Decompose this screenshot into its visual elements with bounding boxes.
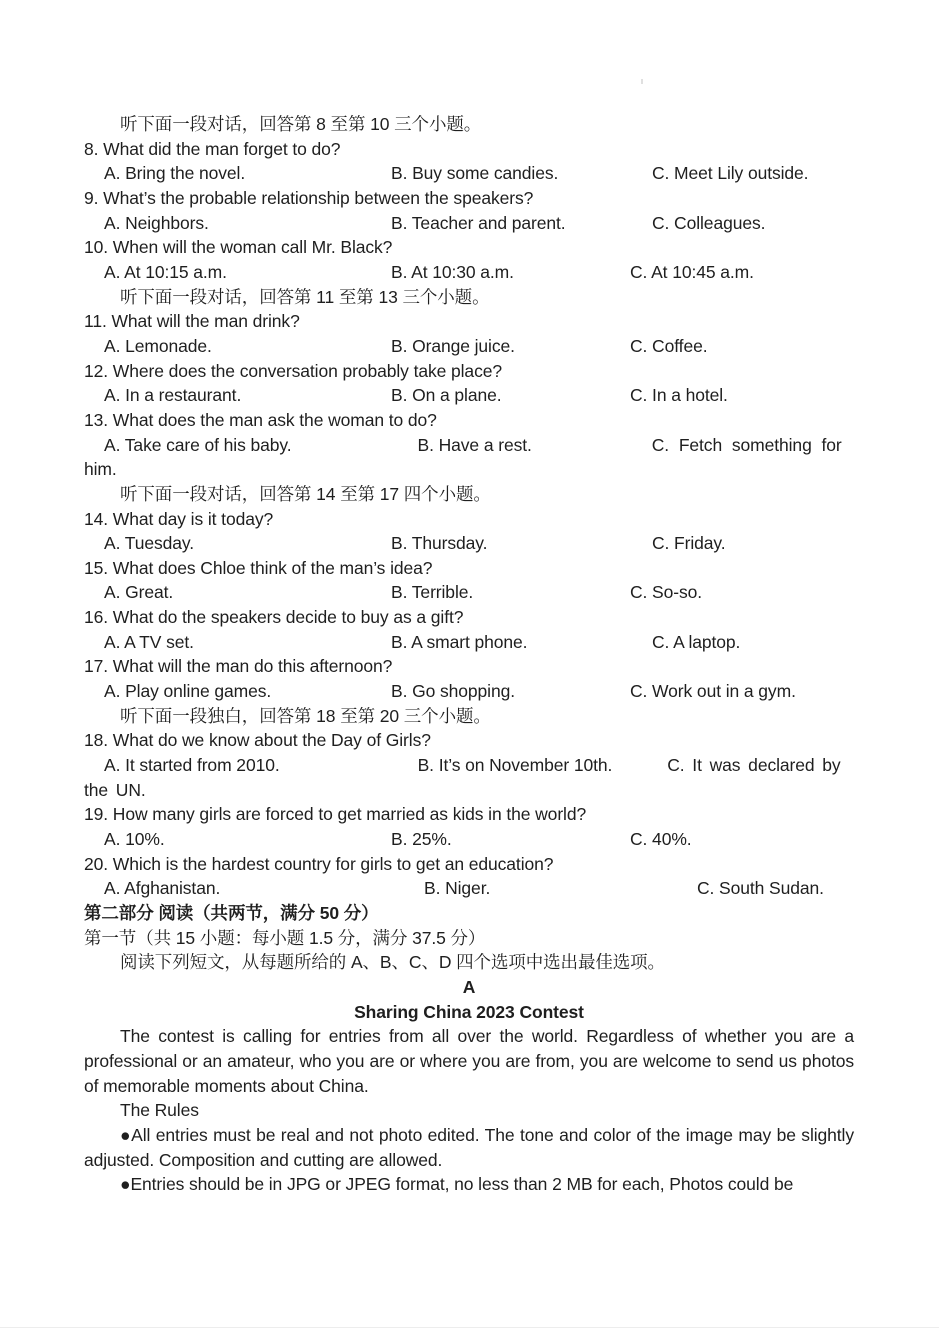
question-11-text: 11. What will the man drink? xyxy=(84,311,300,332)
question-17-text: 17. What will the man do this afternoon? xyxy=(84,656,393,677)
question-15-option-a: A. Great. xyxy=(104,582,174,603)
question-10-option-a: A. At 10:15 a.m. xyxy=(104,261,227,282)
question-13-option-a: A. Take care of his baby. xyxy=(104,434,292,455)
spacer xyxy=(532,450,652,451)
question-18-text: 18. What do we know about the Day of Girls? xyxy=(84,730,431,751)
question-9-option-a: A. Neighbors. xyxy=(104,212,209,233)
question-13-text: 13. What does the man ask the woman to do? xyxy=(84,409,437,430)
question-18-option-c: C. It was declared by the UN. xyxy=(84,755,841,800)
question-14-option-c: C. Friday. xyxy=(652,533,726,554)
question-12-option-a: A. In a restaurant. xyxy=(104,385,242,406)
question-13-option-b: B. Have a rest. xyxy=(417,434,532,455)
page-speck xyxy=(641,79,643,84)
question-15-text: 15. What does Chloe think of the man’s idea? xyxy=(84,557,433,578)
question-20-option-b: B. Niger. xyxy=(424,878,491,899)
part2-direction: 阅读下列短文，从每题所给的 A、B、C、D 四个选项中选出最佳选项。 xyxy=(120,952,665,973)
question-11-options xyxy=(84,334,854,359)
question-19-option-b: B. 25%. xyxy=(391,829,452,850)
passage-label: A xyxy=(462,976,476,997)
part2-heading: 第二部分 阅读（共两节，满分 50 分） xyxy=(84,903,379,923)
question-8-text: 8. What did the man forget to do? xyxy=(84,138,341,159)
question-12-option-b: B. On a plane. xyxy=(391,385,502,406)
question-15-options xyxy=(84,580,854,605)
part2-section1: 第一节（共 15 小题：每小题 1.5 分，满分 37.5 分） xyxy=(84,927,486,948)
question-16-options xyxy=(84,630,854,655)
question-19-options xyxy=(84,827,854,852)
question-11-option-a: A. Lemonade. xyxy=(104,335,212,356)
passage-paragraph-1: The contest is calling for entries from all over the world. Regardless of whether you are a professional or an amateur, who you are or where you are from, you are welcome to send us photos of memorable moments about China. xyxy=(84,1026,854,1096)
question-19-option-c: C. 40%. xyxy=(630,829,692,850)
rules-heading: The Rules xyxy=(120,1100,199,1121)
rule-item-1: ●All entries must be real and not photo edited. The tone and color of the image may be slightly adjusted. Composition and cutting are allowed. xyxy=(84,1124,854,1170)
question-18-options xyxy=(84,753,854,802)
exam-content xyxy=(84,112,854,1197)
question-9-option-c: C. Colleagues. xyxy=(652,212,766,233)
listening-instruction-14-17: 听下面一段对话，回答第 14 至第 17 四个小题。 xyxy=(120,483,491,504)
spacer xyxy=(280,770,418,771)
question-9-text: 9. What’s the probable relationship between the speakers? xyxy=(84,187,534,208)
question-10-text: 10. When will the woman call Mr. Black? xyxy=(84,237,393,258)
question-13-options xyxy=(84,433,854,482)
question-8-option-a: A. Bring the novel. xyxy=(104,163,246,184)
question-18-option-b: B. It’s on November 10th. xyxy=(417,755,613,776)
spacer xyxy=(612,770,667,771)
question-13-option-c: C. Fetch something for him. xyxy=(84,434,842,480)
question-8-options xyxy=(84,161,854,186)
listening-instruction-8-10: 听下面一段对话，回答第 8 至第 10 三个小题。 xyxy=(120,114,482,134)
question-17-option-a: A. Play online games. xyxy=(104,681,272,702)
spacer xyxy=(292,450,418,451)
passage-title: Sharing China 2023 Contest xyxy=(354,1001,584,1022)
question-17-option-b: B. Go shopping. xyxy=(391,681,515,702)
question-14-option-b: B. Thursday. xyxy=(391,533,488,554)
question-20-option-c: C. South Sudan. xyxy=(697,878,824,899)
question-16-option-a: A. A TV set. xyxy=(104,631,194,652)
question-19-option-a: A. 10%. xyxy=(104,829,165,850)
question-9-option-b: B. Teacher and parent. xyxy=(391,212,566,233)
question-18-option-a: A. It started from 2010. xyxy=(104,755,280,776)
page-bottom-edge xyxy=(0,1327,939,1328)
question-20-options xyxy=(84,876,854,901)
listening-instruction-18-20: 听下面一段独白，回答第 18 至第 20 三个小题。 xyxy=(120,705,491,726)
question-15-option-c: C. So-so. xyxy=(630,582,703,603)
question-9-options xyxy=(84,211,854,236)
question-20-option-a: A. Afghanistan. xyxy=(104,878,221,899)
question-17-options xyxy=(84,679,854,704)
question-10-options xyxy=(84,260,854,285)
rule-item-2: ●Entries should be in JPG or JPEG format, no less than 2 MB for each, Photos could be xyxy=(120,1174,794,1195)
question-10-option-c: C. At 10:45 a.m. xyxy=(630,261,754,282)
question-8-option-c: C. Meet Lily outside. xyxy=(652,163,809,184)
question-12-options xyxy=(84,383,854,408)
question-14-option-a: A. Tuesday. xyxy=(104,533,195,554)
question-16-option-c: C. A laptop. xyxy=(652,631,741,652)
question-16-option-b: B. A smart phone. xyxy=(391,631,528,652)
question-10-option-b: B. At 10:30 a.m. xyxy=(391,261,514,282)
question-15-option-b: B. Terrible. xyxy=(391,582,474,603)
question-11-option-b: B. Orange juice. xyxy=(391,335,515,356)
question-12-text: 12. Where does the conversation probably take place? xyxy=(84,360,502,381)
question-20-text: 20. Which is the hardest country for girls to get an education? xyxy=(84,853,554,874)
question-12-option-c: C. In a hotel. xyxy=(630,385,728,406)
question-14-text: 14. What day is it today? xyxy=(84,508,274,529)
question-14-options xyxy=(84,531,854,556)
question-16-text: 16. What do the speakers decide to buy as a gift? xyxy=(84,607,464,628)
question-8-option-b: B. Buy some candies. xyxy=(391,163,559,184)
question-19-text: 19. How many girls are forced to get married as kids in the world? xyxy=(84,804,587,825)
question-17-option-c: C. Work out in a gym. xyxy=(630,681,796,702)
listening-instruction-11-13: 听下面一段对话，回答第 11 至第 13 三个小题。 xyxy=(120,286,490,307)
question-11-option-c: C. Coffee. xyxy=(630,335,708,356)
